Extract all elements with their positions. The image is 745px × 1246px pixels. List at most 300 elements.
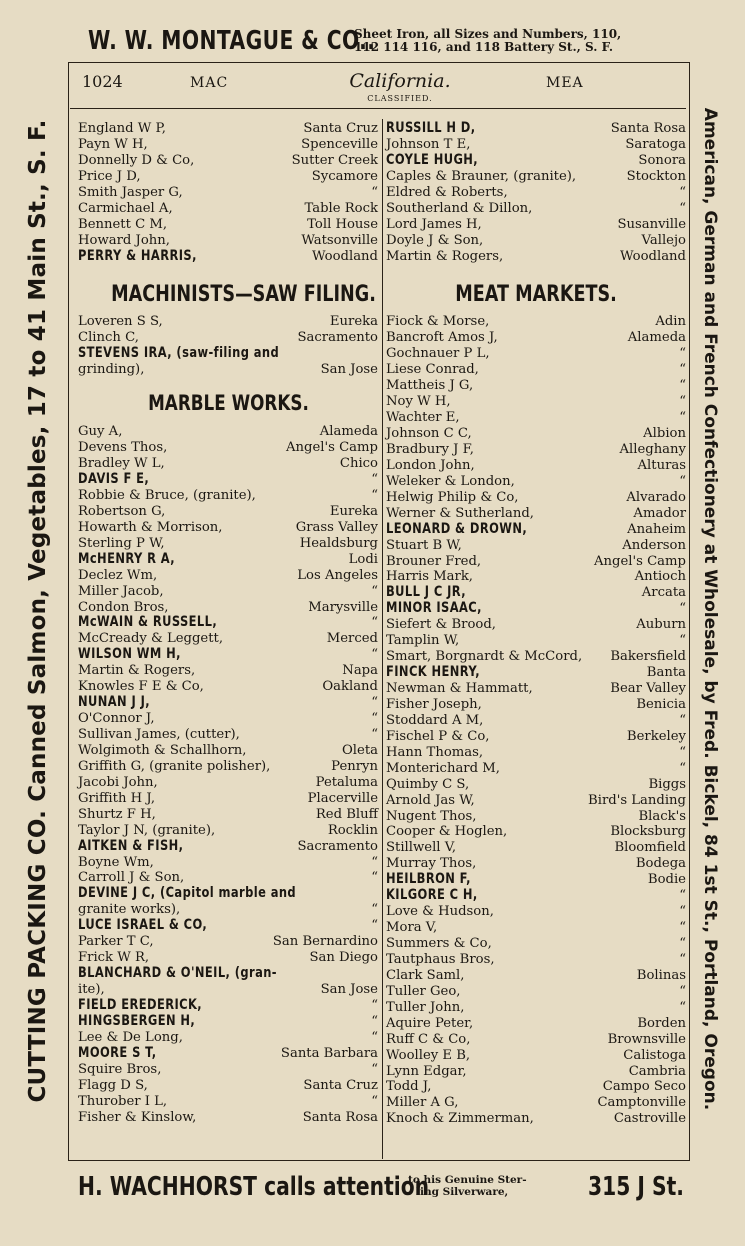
entry-place: Penryn — [331, 758, 378, 774]
entry-name: FINCK HENRY, — [386, 664, 481, 681]
directory-entry — [386, 968, 686, 984]
entry-name: granite works), — [78, 902, 181, 918]
entry-name: Smart, Borgnardt & McCord, — [386, 649, 583, 665]
directory-entry — [78, 424, 378, 440]
entry-place: Angel's Camp — [286, 440, 378, 456]
entry-place: Bloomfield — [614, 840, 686, 856]
entry-name: Summers & Co, — [386, 936, 492, 951]
entry-name: Tamplin W, — [386, 633, 460, 649]
entry-place: Albion — [643, 426, 686, 441]
top-ad-line-1: Sheet Iron, all Sizes and Numbers, 110, — [354, 27, 622, 41]
directory-entry — [386, 426, 686, 442]
entry-name: MOORE S T, — [78, 1044, 157, 1061]
left-column — [78, 121, 378, 1125]
entry-name: Howarth & Morrison, — [78, 519, 223, 535]
left-guide-word: MAC — [190, 75, 229, 91]
entry-name: Payn W H, — [78, 136, 148, 152]
entry-place: Marysville — [308, 599, 378, 615]
entry-place: Los Angeles — [297, 567, 378, 583]
entry-place: Woodland — [312, 248, 378, 264]
entry-place: San Jose — [320, 982, 378, 997]
entry-place: “ — [679, 983, 686, 999]
entry-place: Amador — [633, 505, 686, 521]
entry-name: DEVINE J C, (Capitol marble and — [78, 885, 297, 902]
column-divider — [382, 119, 383, 1159]
entry-name: Cooper & Hoglen, — [386, 824, 508, 840]
entry-name: Robertson G, — [78, 503, 166, 519]
entry-name: Knoch & Zimmerman, — [386, 1111, 534, 1127]
bottom-ad-middle-2: ling Silverware, — [416, 1186, 509, 1198]
entry-place: Sycamore — [311, 168, 378, 184]
entry-name: Donnelly D & Co, — [78, 152, 195, 168]
directory-entry — [78, 1046, 378, 1062]
directory-entry — [78, 966, 378, 982]
entry-place: Bodie — [647, 872, 686, 888]
directory-entry — [78, 314, 378, 330]
entry-name: Arnold Jas W, — [386, 792, 475, 808]
directory-entry — [78, 886, 378, 902]
directory-entry — [386, 1079, 686, 1095]
directory-entry — [78, 695, 378, 711]
entry-name: HINGSBERGEN H, — [78, 1012, 196, 1029]
directory-entry — [386, 1000, 686, 1016]
directory-entry — [386, 346, 686, 362]
directory-entry — [386, 1016, 686, 1032]
entry-place: San Jose — [320, 362, 378, 378]
directory-entry — [78, 233, 378, 249]
entry-place: Woodland — [620, 248, 686, 264]
entry-place: Bakersfield — [610, 649, 686, 665]
entry-name: Tautphaus Bros, — [386, 951, 495, 967]
entry-name: WILSON WM H, — [78, 646, 181, 663]
entry-place: “ — [371, 487, 378, 503]
directory-entry — [78, 1110, 378, 1126]
entry-name: Southerland & Dillon, — [386, 200, 533, 216]
entry-name: FIELD EREDERICK, — [78, 996, 203, 1013]
entry-place: “ — [679, 760, 686, 776]
machinists-list — [78, 314, 378, 378]
entry-name: Lynn Edgar, — [386, 1063, 467, 1079]
entry-place: “ — [679, 951, 686, 967]
entry-name: Tuller Geo, — [386, 983, 461, 999]
directory-entry — [78, 743, 378, 759]
directory-entry — [386, 442, 686, 458]
right-guide-word: MEA — [546, 75, 584, 91]
entry-name: Taylor J N, (granite), — [78, 822, 216, 838]
top-ad-firm: W. W. MONTAGUE & CO.. — [88, 26, 376, 56]
entry-name: Bennett C M, — [78, 216, 168, 232]
directory-entry — [78, 504, 378, 520]
entry-name: Declez Wm, — [78, 567, 158, 583]
entry-name: Fiock & Morse, — [386, 314, 490, 330]
entry-place: Sacramento — [297, 838, 378, 854]
directory-entry — [386, 169, 686, 185]
directory-entry — [78, 346, 378, 362]
entry-name: Martin & Rogers, — [386, 248, 504, 264]
entry-place: “ — [679, 410, 686, 426]
entry-name: Wachter E, — [386, 410, 460, 426]
entry-name: Lord James H, — [386, 216, 482, 232]
directory-entry — [78, 855, 378, 871]
entry-place: “ — [679, 904, 686, 920]
entry-place: Alameda — [319, 424, 378, 440]
directory-entry — [386, 458, 686, 474]
entry-place: Spenceville — [301, 136, 378, 152]
entry-name: Clark Saml, — [386, 967, 465, 983]
entry-name: Fisher Joseph, — [386, 696, 482, 712]
entry-name: Tuller John, — [386, 999, 465, 1015]
entry-place: “ — [371, 583, 378, 599]
entry-place: Bolinas — [636, 967, 686, 983]
entry-place: Bodega — [635, 856, 686, 872]
entry-place: Rocklin — [327, 822, 378, 838]
entry-place: “ — [371, 727, 378, 742]
entry-name: Bancroft Amos J, — [386, 330, 498, 346]
entry-place: Sacramento — [297, 330, 378, 346]
directory-entry — [78, 902, 378, 918]
entry-place: Cambria — [628, 1063, 686, 1079]
entry-name: Mora V, — [386, 920, 438, 936]
directory-entry — [386, 137, 686, 153]
entry-name: MINOR ISAAC, — [386, 600, 482, 617]
entry-name: Stoddard A M, — [386, 712, 484, 728]
entry-name: Squire Bros, — [78, 1061, 162, 1077]
entry-name: LEONARD & DROWN, — [386, 520, 528, 537]
entry-place: “ — [679, 394, 686, 410]
side-advertisement-left — [22, 46, 54, 1176]
directory-entry — [78, 759, 378, 775]
directory-entry — [78, 249, 378, 265]
entry-name: Carroll J & Son, — [78, 870, 185, 886]
entry-place: Bear Valley — [610, 681, 686, 696]
entry-place: Santa Rosa — [302, 1109, 378, 1125]
directory-entry — [386, 585, 686, 601]
directory-entry — [78, 217, 378, 233]
entry-place: Campo Seco — [602, 1079, 686, 1095]
directory-entry — [386, 153, 686, 169]
directory-entry — [78, 330, 378, 346]
directory-entry — [386, 185, 686, 201]
meat-markets-list — [386, 314, 686, 1127]
directory-entry — [386, 538, 686, 554]
entry-place: “ — [371, 1029, 378, 1045]
directory-entry — [386, 201, 686, 217]
directory-entry — [78, 679, 378, 695]
entry-place: Angel's Camp — [594, 553, 686, 569]
entry-place: “ — [679, 633, 686, 649]
entry-name: Hann Thomas, — [386, 744, 484, 760]
directory-entry — [386, 121, 686, 137]
entry-name: Fisher & Kinslow, — [78, 1109, 197, 1125]
directory-entry — [78, 1030, 378, 1046]
entry-name: Stillwell V, — [386, 840, 457, 856]
entry-name: Flagg D S, — [78, 1077, 148, 1093]
entry-name: Nugent Thos, — [386, 808, 477, 824]
entry-name: O'Connor J, — [78, 711, 155, 727]
entry-name: Price J D, — [78, 168, 141, 184]
entry-name: Johnson C C, — [386, 426, 472, 441]
entry-place: San Diego — [309, 950, 378, 966]
marble-list — [78, 424, 378, 1125]
directory-entry — [78, 775, 378, 791]
directory-entry — [386, 362, 686, 378]
directory-entry — [386, 394, 686, 410]
entry-place: “ — [679, 346, 686, 362]
directory-entry — [386, 936, 686, 952]
bottom-ad-right: 315 J St. — [588, 1172, 685, 1202]
directory-entry — [386, 793, 686, 809]
side-advertisement-right — [695, 66, 725, 1152]
entry-place: Anaheim — [627, 521, 686, 537]
entry-place: Camptonville — [597, 1095, 686, 1111]
running-header — [80, 72, 680, 108]
directory-entry — [386, 330, 686, 346]
directory-entry — [386, 840, 686, 856]
entry-place: Santa Cruz — [303, 121, 378, 136]
entry-name: Martin & Rogers, — [78, 663, 196, 679]
entry-name: BULL J C JR, — [386, 584, 467, 601]
entry-place: Berkeley — [626, 728, 686, 744]
directory-entry — [78, 536, 378, 552]
entry-place: Anderson — [622, 537, 686, 553]
directory-entry — [386, 824, 686, 840]
entry-name: Carmichael A, — [78, 200, 173, 216]
entry-name: COYLE HUGH, — [386, 151, 479, 168]
entry-place: “ — [371, 472, 378, 487]
state-title: California. — [349, 70, 451, 92]
directory-entry — [386, 697, 686, 713]
entry-name: Liese Conrad, — [386, 362, 479, 378]
directory-entry — [386, 888, 686, 904]
directory-entry — [386, 569, 686, 585]
directory-entry — [78, 362, 378, 378]
directory-entry — [386, 809, 686, 825]
entry-name: Guy A, — [78, 424, 123, 440]
entry-name: Thurober I L, — [78, 1093, 168, 1109]
entry-place: Table Rock — [304, 200, 378, 216]
entry-place: Healdsburg — [299, 535, 378, 551]
entry-name: London John, — [386, 457, 475, 473]
directory-entry — [78, 615, 378, 631]
directory-entry — [78, 839, 378, 855]
entry-place: Placerville — [307, 790, 378, 806]
entry-place: “ — [371, 918, 378, 934]
directory-entry — [386, 984, 686, 1000]
directory-entry — [78, 520, 378, 536]
entry-name: Bradley W L, — [78, 456, 165, 472]
directory-entry — [386, 233, 686, 249]
entry-place: “ — [679, 473, 686, 489]
directory-entry — [78, 998, 378, 1014]
page-number: 1024 — [82, 72, 123, 91]
bottom-ad-middle-1: to his Genuine Ster- — [408, 1174, 527, 1186]
directory-entry — [78, 823, 378, 839]
entry-place: Susanville — [617, 216, 686, 232]
entry-name: Weleker & London, — [386, 473, 515, 489]
entry-place: “ — [679, 744, 686, 760]
directory-entry — [386, 1032, 686, 1048]
entry-name: Johnson T E, — [386, 136, 471, 152]
entry-name: Sterling P W, — [78, 535, 165, 551]
entry-name: DAVIS F E, — [78, 471, 150, 487]
directory-entry — [386, 217, 686, 233]
entry-place: Arcata — [641, 585, 686, 601]
entry-name: ite), — [78, 982, 105, 997]
entry-place: Banta — [646, 665, 686, 681]
directory-entry — [386, 554, 686, 570]
entry-name: Quimby C S, — [386, 776, 470, 792]
entry-place: “ — [679, 936, 686, 951]
directory-entry — [386, 904, 686, 920]
directory-entry — [386, 777, 686, 793]
entry-name: Condon Bros, — [78, 599, 169, 615]
directory-entry — [78, 982, 378, 998]
entry-place: “ — [371, 1061, 378, 1077]
entry-place: Oakland — [322, 679, 378, 695]
entry-place: “ — [679, 888, 686, 904]
entry-place: “ — [371, 902, 378, 918]
entry-name: Murray Thos, — [386, 856, 477, 872]
entry-place: San Bernardino — [272, 934, 378, 950]
directory-entry — [386, 856, 686, 872]
entry-place: Merced — [326, 631, 378, 647]
bottom-ad-left: H. WACHHORST calls attention — [78, 1172, 430, 1202]
directory-entry — [78, 568, 378, 584]
directory-entry — [386, 314, 686, 330]
entry-place: “ — [679, 920, 686, 936]
entry-place: “ — [679, 378, 686, 394]
directory-entry — [386, 249, 686, 265]
entry-place: Santa Rosa — [610, 121, 686, 136]
entry-place: Red Bluff — [315, 806, 378, 822]
entry-name: Lee & De Long, — [78, 1029, 183, 1045]
entry-name: Howard John, — [78, 232, 170, 248]
directory-entry — [386, 681, 686, 697]
directory-entry — [78, 1094, 378, 1110]
entry-name: McCready & Leggett, — [78, 631, 224, 647]
entry-place: “ — [371, 647, 378, 663]
top-ad-line-2: 112 114 116, and 118 Battery St., S. F. — [354, 40, 614, 54]
entry-place: Chico — [339, 456, 378, 472]
entry-name: Frick W R, — [78, 950, 150, 966]
entry-place: Alturas — [637, 457, 686, 473]
entry-place: Vallejo — [641, 232, 686, 248]
entry-place: Stockton — [626, 168, 686, 184]
entry-place: Eureka — [329, 503, 378, 519]
entry-name: Eldred & Roberts, — [386, 184, 508, 200]
entry-place: “ — [679, 601, 686, 617]
directory-entry — [78, 153, 378, 169]
entry-place: “ — [679, 712, 686, 728]
entry-name: Mattheis J G, — [386, 378, 474, 394]
entry-place: Black's — [638, 808, 686, 824]
entry-name: Griffith G, (granite polisher), — [78, 758, 271, 774]
entry-place: “ — [371, 1013, 378, 1029]
entry-place: “ — [371, 695, 378, 711]
entry-name: AITKEN & FISH, — [78, 837, 184, 854]
entry-name: Gochnauer P L, — [386, 346, 490, 362]
entry-name: BLANCHARD & O'NEIL, (gran- — [78, 965, 277, 982]
entry-place: Santa Barbara — [280, 1045, 378, 1061]
entry-name: Loveren S S, — [78, 314, 163, 330]
directory-entry — [386, 617, 686, 633]
entry-name: Jacobi John, — [78, 774, 158, 790]
entry-place: Brownsville — [607, 1031, 686, 1047]
entry-name: Wolgimoth & Schallhorn, — [78, 742, 247, 758]
bottom-advertisement — [78, 1170, 688, 1214]
entry-name: Love & Hudson, — [386, 904, 494, 920]
directory-entry — [386, 729, 686, 745]
directory-entry — [386, 761, 686, 777]
directory-entry — [386, 410, 686, 426]
directory-entry — [78, 727, 378, 743]
directory-entry — [386, 665, 686, 681]
entry-place: Blocksburg — [610, 824, 686, 840]
directory-entry — [386, 490, 686, 506]
entry-place: Sutter Creek — [291, 152, 378, 168]
entry-place: “ — [679, 362, 686, 378]
entry-place: “ — [371, 711, 378, 727]
header-rule — [70, 108, 686, 109]
entry-place: Castroville — [613, 1111, 686, 1127]
directory-entry — [78, 488, 378, 504]
entry-name: Miller A G, — [386, 1095, 459, 1111]
entry-place: “ — [371, 870, 378, 886]
directory-entry — [78, 807, 378, 823]
entry-place: Napa — [342, 663, 378, 679]
directory-entry — [78, 1014, 378, 1030]
directory-entry — [386, 522, 686, 538]
entry-place: “ — [371, 184, 378, 200]
entry-place: Biggs — [648, 776, 686, 792]
entry-name: Werner & Sutherland, — [386, 505, 534, 521]
entry-name: LUCE ISRAEL & CO, — [78, 917, 208, 934]
directory-entry — [386, 474, 686, 490]
entry-name: England W P, — [78, 121, 166, 136]
directory-entry — [78, 121, 378, 137]
directory-entry — [386, 872, 686, 888]
entry-place: Santa Cruz — [303, 1077, 378, 1093]
entry-name: Sullivan James, (cutter), — [78, 727, 240, 742]
entry-name: RUSSILL H D, — [386, 120, 476, 136]
entry-place: “ — [679, 200, 686, 216]
entry-place: Alvarado — [626, 489, 686, 505]
entry-name: Caples & Brauner, (granite), — [386, 168, 577, 184]
entry-place: Alleghany — [619, 441, 686, 457]
entry-place: “ — [371, 615, 378, 631]
directory-entry — [386, 1095, 686, 1111]
directory-entry — [386, 601, 686, 617]
entry-name: Bradbury J F, — [386, 441, 474, 457]
entry-place: “ — [371, 854, 378, 870]
entry-place: Toll House — [307, 216, 378, 232]
directory-entry — [78, 647, 378, 663]
directory-entry — [78, 600, 378, 616]
entry-name: Stuart B W, — [386, 537, 462, 553]
directory-entry — [386, 506, 686, 522]
entry-place: Grass Valley — [295, 519, 378, 535]
directory-entry — [386, 1111, 686, 1127]
directory-entry — [386, 633, 686, 649]
entry-name: HEILBRON F, — [386, 871, 471, 888]
directory-entry — [386, 745, 686, 761]
directory-entry — [78, 472, 378, 488]
directory-entry — [78, 201, 378, 217]
entry-place: Borden — [637, 1015, 686, 1031]
entry-name: Todd J, — [386, 1079, 432, 1095]
entry-name: Clinch C, — [78, 330, 139, 346]
entry-name: McHENRY R A, — [78, 550, 176, 567]
